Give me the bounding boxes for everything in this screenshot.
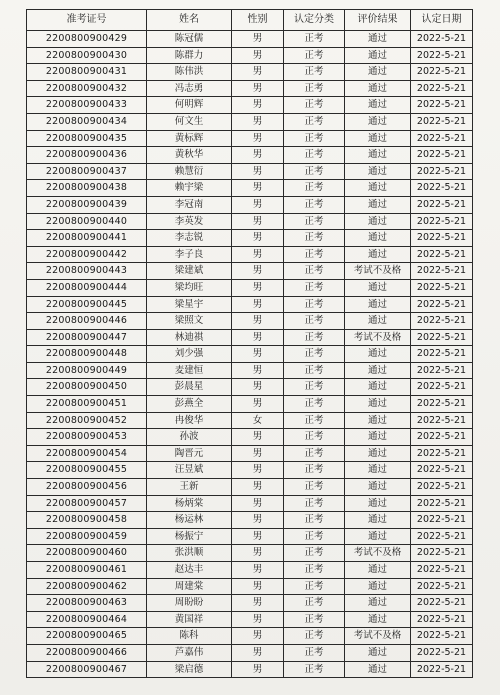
table-row	[27, 346, 473, 363]
cell-result: 通过	[345, 528, 411, 545]
cell-result: 通过	[345, 113, 411, 130]
cell-category: 正考	[284, 64, 345, 81]
cell-date: 2022-5-21	[411, 329, 473, 346]
cell-category: 正考	[284, 279, 345, 296]
cell-exam-id: 2200800900432	[27, 80, 147, 97]
cell-date: 2022-5-21	[411, 31, 473, 48]
cell-category: 正考	[284, 479, 345, 496]
cell-date: 2022-5-21	[411, 97, 473, 114]
table-row	[27, 462, 473, 479]
cell-date: 2022-5-21	[411, 362, 473, 379]
cell-result: 通过	[345, 512, 411, 529]
cell-exam-id: 2200800900442	[27, 246, 147, 263]
cell-name: 汪昱斌	[147, 462, 232, 479]
cell-date: 2022-5-21	[411, 296, 473, 313]
cell-result: 通过	[345, 130, 411, 147]
cell-name: 黄秋华	[147, 147, 232, 164]
cell-result: 通过	[345, 644, 411, 661]
cell-name: 林迪祺	[147, 329, 232, 346]
cell-result: 考试不及格	[345, 329, 411, 346]
cell-category: 正考	[284, 196, 345, 213]
cell-gender: 男	[232, 246, 284, 263]
table-row	[27, 180, 473, 197]
table-row	[27, 545, 473, 562]
cell-gender: 男	[232, 31, 284, 48]
cell-exam-id: 2200800900443	[27, 263, 147, 280]
cell-result: 通过	[345, 611, 411, 628]
cell-date: 2022-5-21	[411, 263, 473, 280]
table-row	[27, 412, 473, 429]
cell-category: 正考	[284, 47, 345, 64]
cell-exam-id: 2200800900430	[27, 47, 147, 64]
cell-date: 2022-5-21	[411, 180, 473, 197]
table-row	[27, 595, 473, 612]
cell-name: 黄国祥	[147, 611, 232, 628]
cell-category: 正考	[284, 661, 345, 678]
table-row	[27, 279, 473, 296]
cell-name: 赖宇梁	[147, 180, 232, 197]
cell-date: 2022-5-21	[411, 445, 473, 462]
table-row	[27, 362, 473, 379]
cell-exam-id: 2200800900445	[27, 296, 147, 313]
table-row	[27, 495, 473, 512]
table-row	[27, 196, 473, 213]
cell-exam-id: 2200800900463	[27, 595, 147, 612]
cell-exam-id: 2200800900448	[27, 346, 147, 363]
table-row	[27, 445, 473, 462]
cell-name: 陈冠儒	[147, 31, 232, 48]
cell-name: 陶晋元	[147, 445, 232, 462]
cell-category: 正考	[284, 429, 345, 446]
cell-name: 杨振宁	[147, 528, 232, 545]
results-table	[26, 9, 473, 678]
cell-date: 2022-5-21	[411, 661, 473, 678]
cell-gender: 男	[232, 495, 284, 512]
cell-gender: 男	[232, 64, 284, 81]
table-body	[27, 31, 473, 678]
table-row	[27, 113, 473, 130]
cell-result: 通过	[345, 412, 411, 429]
cell-name: 梁建斌	[147, 263, 232, 280]
cell-exam-id: 2200800900453	[27, 429, 147, 446]
cell-result: 通过	[345, 47, 411, 64]
cell-exam-id: 2200800900461	[27, 562, 147, 579]
cell-date: 2022-5-21	[411, 64, 473, 81]
cell-category: 正考	[284, 97, 345, 114]
cell-date: 2022-5-21	[411, 246, 473, 263]
cell-name: 王新	[147, 479, 232, 496]
cell-name: 陈群力	[147, 47, 232, 64]
cell-gender: 男	[232, 595, 284, 612]
cell-gender: 男	[232, 528, 284, 545]
cell-gender: 男	[232, 80, 284, 97]
cell-result: 通过	[345, 462, 411, 479]
cell-gender: 男	[232, 180, 284, 197]
cell-category: 正考	[284, 163, 345, 180]
cell-category: 正考	[284, 346, 345, 363]
cell-gender: 男	[232, 329, 284, 346]
cell-category: 正考	[284, 412, 345, 429]
table-row	[27, 130, 473, 147]
cell-exam-id: 2200800900457	[27, 495, 147, 512]
cell-result: 通过	[345, 163, 411, 180]
table-row	[27, 396, 473, 413]
cell-gender: 男	[232, 512, 284, 529]
cell-name: 梁照文	[147, 313, 232, 330]
cell-name: 周盼盼	[147, 595, 232, 612]
cell-gender: 男	[232, 279, 284, 296]
table-row	[27, 429, 473, 446]
cell-category: 正考	[284, 611, 345, 628]
cell-gender: 男	[232, 313, 284, 330]
table-row	[27, 661, 473, 678]
cell-result: 通过	[345, 147, 411, 164]
cell-result: 通过	[345, 230, 411, 247]
table-row	[27, 97, 473, 114]
cell-date: 2022-5-21	[411, 628, 473, 645]
cell-category: 正考	[284, 562, 345, 579]
cell-result: 通过	[345, 479, 411, 496]
cell-category: 正考	[284, 147, 345, 164]
cell-result: 通过	[345, 445, 411, 462]
cell-exam-id: 2200800900444	[27, 279, 147, 296]
cell-gender: 男	[232, 545, 284, 562]
cell-date: 2022-5-21	[411, 495, 473, 512]
cell-gender: 男	[232, 628, 284, 645]
cell-gender: 男	[232, 462, 284, 479]
cell-date: 2022-5-21	[411, 429, 473, 446]
cell-category: 正考	[284, 545, 345, 562]
cell-name: 赵达丰	[147, 562, 232, 579]
cell-result: 通过	[345, 80, 411, 97]
cell-date: 2022-5-21	[411, 47, 473, 64]
cell-exam-id: 2200800900456	[27, 479, 147, 496]
cell-result: 通过	[345, 31, 411, 48]
cell-date: 2022-5-21	[411, 611, 473, 628]
cell-name: 李志锐	[147, 230, 232, 247]
cell-date: 2022-5-21	[411, 545, 473, 562]
table-row	[27, 80, 473, 97]
cell-category: 正考	[284, 462, 345, 479]
cell-date: 2022-5-21	[411, 346, 473, 363]
cell-exam-id: 2200800900454	[27, 445, 147, 462]
cell-gender: 男	[232, 445, 284, 462]
table-row	[27, 479, 473, 496]
cell-exam-id: 2200800900460	[27, 545, 147, 562]
cell-category: 正考	[284, 130, 345, 147]
cell-date: 2022-5-21	[411, 279, 473, 296]
cell-category: 正考	[284, 495, 345, 512]
cell-exam-id: 2200800900434	[27, 113, 147, 130]
cell-result: 通过	[345, 64, 411, 81]
cell-name: 梁星宇	[147, 296, 232, 313]
cell-name: 杨炳棠	[147, 495, 232, 512]
cell-category: 正考	[284, 578, 345, 595]
cell-exam-id: 2200800900435	[27, 130, 147, 147]
cell-gender: 男	[232, 296, 284, 313]
cell-result: 考试不及格	[345, 545, 411, 562]
cell-exam-id: 2200800900439	[27, 196, 147, 213]
cell-name: 陈伟洪	[147, 64, 232, 81]
cell-date: 2022-5-21	[411, 80, 473, 97]
cell-gender: 男	[232, 130, 284, 147]
cell-exam-id: 2200800900437	[27, 163, 147, 180]
cell-result: 通过	[345, 346, 411, 363]
cell-name: 李子良	[147, 246, 232, 263]
table-row	[27, 296, 473, 313]
cell-result: 考试不及格	[345, 628, 411, 645]
cell-exam-id: 2200800900452	[27, 412, 147, 429]
cell-name: 梁均旺	[147, 279, 232, 296]
cell-result: 通过	[345, 661, 411, 678]
cell-name: 梁启德	[147, 661, 232, 678]
cell-exam-id: 2200800900429	[27, 31, 147, 48]
cell-exam-id: 2200800900451	[27, 396, 147, 413]
cell-gender: 男	[232, 230, 284, 247]
cell-name: 李英发	[147, 213, 232, 230]
table-row	[27, 230, 473, 247]
cell-result: 通过	[345, 396, 411, 413]
header-date: 认定日期	[411, 10, 473, 31]
cell-name: 彭晨星	[147, 379, 232, 396]
cell-category: 正考	[284, 313, 345, 330]
table-row	[27, 329, 473, 346]
cell-category: 正考	[284, 31, 345, 48]
cell-exam-id: 2200800900455	[27, 462, 147, 479]
cell-category: 正考	[284, 595, 345, 612]
cell-name: 芦嘉伟	[147, 644, 232, 661]
cell-exam-id: 2200800900467	[27, 661, 147, 678]
cell-date: 2022-5-21	[411, 528, 473, 545]
table-row	[27, 379, 473, 396]
table-row	[27, 47, 473, 64]
cell-date: 2022-5-21	[411, 163, 473, 180]
cell-result: 通过	[345, 296, 411, 313]
cell-date: 2022-5-21	[411, 313, 473, 330]
table-row	[27, 31, 473, 48]
cell-date: 2022-5-21	[411, 230, 473, 247]
cell-name: 冯志勇	[147, 80, 232, 97]
cell-gender: 男	[232, 113, 284, 130]
cell-date: 2022-5-21	[411, 379, 473, 396]
table-header-row	[27, 10, 473, 31]
cell-gender: 男	[232, 196, 284, 213]
cell-gender: 男	[232, 661, 284, 678]
cell-gender: 男	[232, 578, 284, 595]
cell-date: 2022-5-21	[411, 512, 473, 529]
cell-gender: 女	[232, 412, 284, 429]
cell-gender: 男	[232, 163, 284, 180]
cell-gender: 男	[232, 97, 284, 114]
cell-name: 彭燕全	[147, 396, 232, 413]
cell-category: 正考	[284, 296, 345, 313]
cell-result: 通过	[345, 595, 411, 612]
cell-exam-id: 2200800900466	[27, 644, 147, 661]
cell-result: 通过	[345, 279, 411, 296]
cell-date: 2022-5-21	[411, 213, 473, 230]
cell-date: 2022-5-21	[411, 130, 473, 147]
cell-result: 通过	[345, 379, 411, 396]
cell-name: 何明辉	[147, 97, 232, 114]
cell-exam-id: 2200800900431	[27, 64, 147, 81]
cell-category: 正考	[284, 246, 345, 263]
cell-exam-id: 2200800900459	[27, 528, 147, 545]
cell-date: 2022-5-21	[411, 562, 473, 579]
header-category: 认定分类	[284, 10, 345, 31]
cell-date: 2022-5-21	[411, 196, 473, 213]
cell-exam-id: 2200800900464	[27, 611, 147, 628]
cell-category: 正考	[284, 396, 345, 413]
cell-category: 正考	[284, 644, 345, 661]
cell-exam-id: 2200800900449	[27, 362, 147, 379]
cell-date: 2022-5-21	[411, 644, 473, 661]
cell-category: 正考	[284, 445, 345, 462]
cell-gender: 男	[232, 562, 284, 579]
cell-exam-id: 2200800900440	[27, 213, 147, 230]
cell-result: 通过	[345, 213, 411, 230]
table-row	[27, 528, 473, 545]
table-row	[27, 246, 473, 263]
cell-gender: 男	[232, 379, 284, 396]
cell-category: 正考	[284, 113, 345, 130]
cell-category: 正考	[284, 362, 345, 379]
cell-gender: 男	[232, 429, 284, 446]
cell-category: 正考	[284, 379, 345, 396]
cell-result: 通过	[345, 495, 411, 512]
cell-name: 孙波	[147, 429, 232, 446]
cell-date: 2022-5-21	[411, 595, 473, 612]
cell-exam-id: 2200800900433	[27, 97, 147, 114]
cell-gender: 男	[232, 346, 284, 363]
cell-gender: 男	[232, 213, 284, 230]
cell-category: 正考	[284, 512, 345, 529]
cell-name: 刘少强	[147, 346, 232, 363]
cell-name: 何文生	[147, 113, 232, 130]
cell-category: 正考	[284, 528, 345, 545]
table-row	[27, 512, 473, 529]
cell-name: 黄标辉	[147, 130, 232, 147]
table-row	[27, 163, 473, 180]
table-row	[27, 628, 473, 645]
cell-exam-id: 2200800900436	[27, 147, 147, 164]
cell-gender: 男	[232, 479, 284, 496]
header-name: 姓名	[147, 10, 232, 31]
cell-gender: 男	[232, 362, 284, 379]
cell-date: 2022-5-21	[411, 113, 473, 130]
table-row	[27, 611, 473, 628]
cell-category: 正考	[284, 213, 345, 230]
cell-date: 2022-5-21	[411, 396, 473, 413]
table-row	[27, 64, 473, 81]
cell-result: 考试不及格	[345, 263, 411, 280]
cell-gender: 男	[232, 47, 284, 64]
cell-name: 陈科	[147, 628, 232, 645]
cell-exam-id: 2200800900450	[27, 379, 147, 396]
cell-gender: 男	[232, 611, 284, 628]
cell-result: 通过	[345, 180, 411, 197]
cell-category: 正考	[284, 628, 345, 645]
cell-exam-id: 2200800900441	[27, 230, 147, 247]
cell-gender: 男	[232, 263, 284, 280]
cell-name: 周建棠	[147, 578, 232, 595]
cell-category: 正考	[284, 329, 345, 346]
cell-result: 通过	[345, 562, 411, 579]
table-row	[27, 644, 473, 661]
cell-name: 李冠南	[147, 196, 232, 213]
cell-exam-id: 2200800900458	[27, 512, 147, 529]
cell-date: 2022-5-21	[411, 479, 473, 496]
cell-exam-id: 2200800900462	[27, 578, 147, 595]
cell-category: 正考	[284, 180, 345, 197]
cell-result: 通过	[345, 246, 411, 263]
cell-exam-id: 2200800900446	[27, 313, 147, 330]
header-result: 评价结果	[345, 10, 411, 31]
table-row	[27, 263, 473, 280]
cell-date: 2022-5-21	[411, 412, 473, 429]
cell-date: 2022-5-21	[411, 147, 473, 164]
cell-category: 正考	[284, 263, 345, 280]
cell-result: 通过	[345, 313, 411, 330]
table-row	[27, 562, 473, 579]
cell-name: 杨运林	[147, 512, 232, 529]
cell-result: 通过	[345, 97, 411, 114]
cell-gender: 男	[232, 147, 284, 164]
cell-name: 冉俊华	[147, 412, 232, 429]
header-gender: 性别	[232, 10, 284, 31]
cell-gender: 男	[232, 396, 284, 413]
cell-exam-id: 2200800900447	[27, 329, 147, 346]
cell-result: 通过	[345, 362, 411, 379]
cell-result: 通过	[345, 196, 411, 213]
table-row	[27, 213, 473, 230]
cell-category: 正考	[284, 230, 345, 247]
cell-category: 正考	[284, 80, 345, 97]
cell-name: 张洪顺	[147, 545, 232, 562]
cell-result: 通过	[345, 429, 411, 446]
cell-name: 赖慧衍	[147, 163, 232, 180]
cell-result: 通过	[345, 578, 411, 595]
cell-date: 2022-5-21	[411, 462, 473, 479]
cell-gender: 男	[232, 644, 284, 661]
table-row	[27, 147, 473, 164]
cell-name: 麦建恒	[147, 362, 232, 379]
cell-date: 2022-5-21	[411, 578, 473, 595]
table-row	[27, 578, 473, 595]
header-exam-id: 准考证号	[27, 10, 147, 31]
table-row	[27, 313, 473, 330]
cell-exam-id: 2200800900438	[27, 180, 147, 197]
cell-exam-id: 2200800900465	[27, 628, 147, 645]
